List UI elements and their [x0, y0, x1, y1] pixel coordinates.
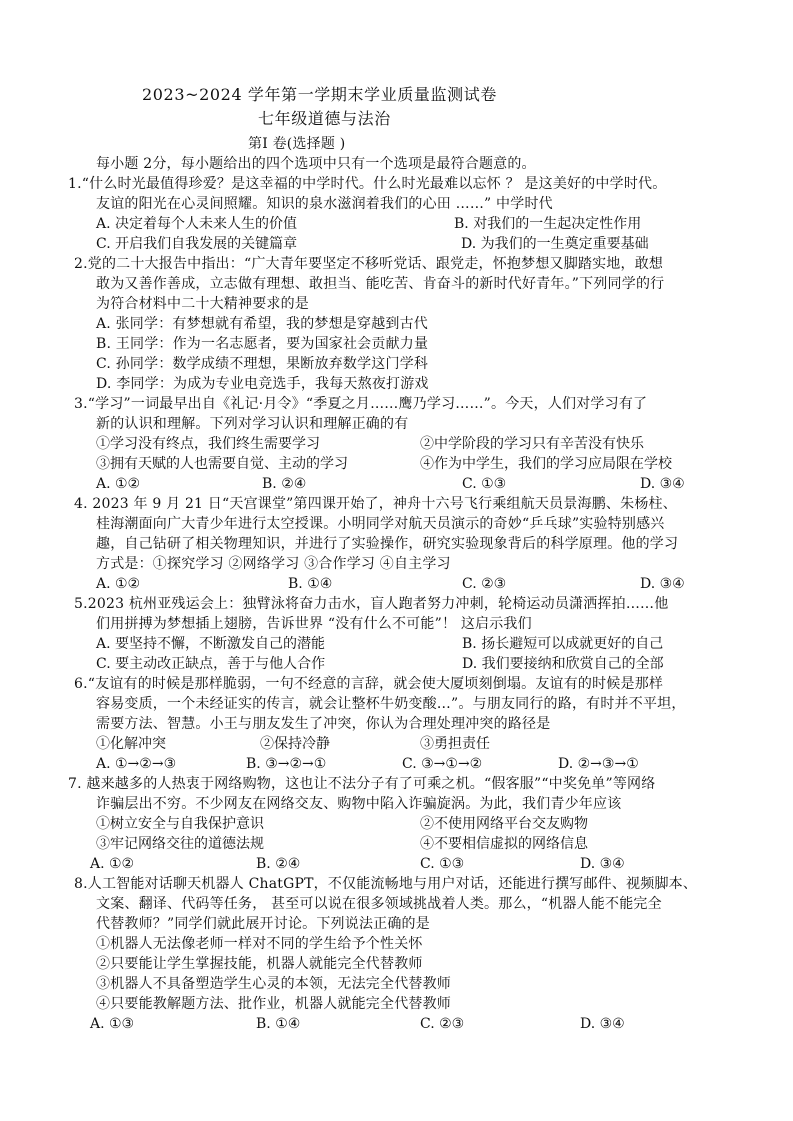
exam-title: 2023~2024 学年第一学期末学业质量监测试卷 [142, 85, 497, 104]
q8-statement-2: ②只要能让学生掌握技能，机器人就能完全代替教师 [96, 956, 423, 972]
q4-option-b: B. ①④ [288, 576, 333, 592]
q6-option-c: C. ③→①→② [402, 756, 483, 772]
q2-option-c: C. 孙同学：数学成绩不理想，果断放弃数学这门学科 [96, 356, 429, 372]
q4-option-d: D. ③④ [640, 576, 685, 592]
q8-option-d: D. ③④ [580, 1016, 625, 1032]
q8-option-c: C. ②③ [420, 1016, 465, 1032]
instruction-text: 每小题 2分，每小题给出的四个选项中只有一个选项是最符合题意的。 [96, 156, 536, 172]
q2-line-2: 敢为又善作善成，立志做有理想、敢担当、能吃苦、肯奋斗的新时代好青年。”下列同学的行 [96, 276, 665, 292]
q7-line-1: 7. 越来越多的人热衷于网络购物，这也让不法分子有了可乘之机。“假客服”“中奖免单”等网络 [68, 776, 656, 792]
q6-step-2: ②保持冷静 [260, 736, 330, 752]
q2-option-b: B. 王同学：作为一名志愿者，要为国家社会贡献力量 [96, 336, 429, 352]
q3-options-row [96, 474, 716, 494]
q4-line-4: 方式是：①探究学习 ②网络学习 ③合作学习 ④自主学习 [96, 556, 451, 572]
q7-statement-3: ③牢记网络交往的道德法规 [96, 836, 264, 852]
q1-line-2: 友谊的阳光在心灵间照耀。知识的泉水滋润着我们的心田 ……” 中学时代 [96, 196, 553, 212]
q5-line-2: 们用拼搏为梦想插上翅膀，告诉世界 “没有什么不可能”！ 这启示我们 [96, 616, 532, 632]
q7-option-d: D. ③④ [580, 856, 625, 872]
q7-options-row [90, 854, 710, 874]
q6-line-1: 6.“友谊有的时候是那样脆弱，一句不经意的言辞，就会使大厦顷刻倒塌。友谊有的时候是那样 [74, 676, 664, 692]
q3-statement-4: ④作为中学生，我们的学习应局限在学校 [420, 456, 672, 472]
q3-option-c: C. ①③ [462, 476, 507, 492]
q7-statement-2: ②不使用网络平台交友购物 [420, 816, 588, 832]
q8-option-a: A. ①③ [90, 1016, 135, 1032]
q5-options-row-2 [96, 654, 696, 674]
section-heading: 第Ⅰ 卷(选择题 ) [248, 136, 346, 152]
q8-option-b: B. ①④ [256, 1016, 301, 1032]
q7-option-a: A. ①② [90, 856, 135, 872]
q1-option-a: A. 决定着每个人未来人生的价值 [96, 216, 298, 232]
q1-options-row-1 [96, 214, 696, 234]
q8-line-3: 代替教师？”同学们就此展开讨论。下列说法正确的是 [96, 916, 430, 932]
q5-option-a: A. 要坚持不懈，不断激发自己的潜能 [96, 636, 326, 652]
q1-line-1: 1.“什么时光最值得珍爱？是这幸福的中学时代。什么时光最难以忘怀 ？ 是这美好的中学时代。 [68, 176, 667, 192]
q6-option-a: A. ①→②→③ [96, 756, 177, 772]
q8-statement-3: ③机器人不具备塑造学生心灵的本领，无法完全代替教师 [96, 976, 451, 992]
q3-statements-row-1 [96, 434, 716, 454]
q4-options-row [96, 574, 716, 594]
q3-statements-row-2 [96, 454, 716, 474]
q7-statement-4: ④不要相信虚拟的网络信息 [420, 836, 588, 852]
q5-line-1: 5.2023 杭州亚残运会上：独臂泳将奋力击水，盲人跑者努力冲刺，轮椅运动员潇洒挥拍……他 [74, 596, 669, 612]
q3-statement-2: ②中学阶段的学习只有辛苦没有快乐 [420, 436, 644, 452]
q5-options-row-1 [96, 634, 696, 654]
q4-line-3: 趣，自己钻研了相关物理知识，并进行了实验操作，研究实验现象背后的科学原理。他的学习 [96, 536, 679, 552]
q5-option-c: C. 要主动改正缺点，善于与他人合作 [96, 656, 326, 672]
q4-option-c: C. ②③ [462, 576, 507, 592]
q3-line-1: 3.“学习”一词最早出自《礼记·月令》“季夏之月……鹰乃学习……”。今天，人们对学习有了 [74, 396, 648, 412]
q3-statement-1: ①学习没有终点，我们终生需要学习 [96, 436, 320, 452]
q6-step-1: ①化解冲突 [96, 736, 166, 752]
q2-line-1: 2.党的二十大报告中指出：“广大青年要坚定不移听党话、跟党走，怀抱梦想又脚踏实地，敢想 [74, 256, 664, 272]
q1-option-c: C. 开启我们自我发展的关键篇章 [96, 236, 298, 252]
q7-statement-1: ①树立安全与自我保护意识 [96, 816, 264, 832]
q7-statements-row-2 [96, 834, 696, 854]
q6-steps-row [96, 734, 696, 754]
q5-option-b: B. 扬长避短可以成就更好的自己 [462, 636, 664, 652]
q8-options-row [90, 1014, 710, 1034]
q8-statement-1: ①机器人无法像老师一样对不同的学生给予个性关怀 [96, 936, 423, 952]
q8-line-1: 8.人工智能对话聊天机器人 ChatGPT，不仅能流畅地与用户对话，还能进行撰写邮件、视频脚本、 [74, 876, 698, 892]
q2-line-3: 为符合材料中二十大精神要求的是 [96, 296, 309, 312]
q3-statement-3: ③拥有天赋的人也需要自觉、主动的学习 [96, 456, 348, 472]
q6-options-row [96, 754, 696, 774]
q6-line-3: 需要方法、智慧。小王与朋友发生了冲突，你认为合理处理冲突的路径是 [96, 716, 551, 732]
q2-option-a: A. 张同学：有梦想就有希望，我的梦想是穿越到古代 [96, 316, 429, 332]
q3-option-b: B. ②④ [262, 476, 307, 492]
q7-statements-row-1 [96, 814, 696, 834]
q3-line-2: 新的认识和理解。下列对学习认识和理解正确的有 [96, 416, 409, 432]
q1-options-row-2 [96, 234, 696, 254]
q8-statement-4: ④只要能教解题方法、批作业，机器人就能完全代替教师 [96, 996, 451, 1012]
exam-subject: 七年级道德与法治 [258, 109, 391, 128]
q7-option-c: C. ①③ [420, 856, 465, 872]
q1-option-d: D. 为我们的一生奠定重要基础 [461, 236, 649, 252]
q7-option-b: B. ②④ [256, 856, 301, 872]
q2-option-d: D. 李同学：为成为专业电竞选手，我每天熬夜打游戏 [96, 376, 429, 392]
q6-option-d: D. ②→③→① [558, 756, 639, 772]
q6-step-3: ③勇担责任 [420, 736, 490, 752]
q6-line-2: 容易变质，一个未经证实的传言，就会让整杯牛奶变酸…”。与朋友同行的路，有时并不平坦， [96, 696, 686, 712]
q4-option-a: A. ①② [96, 576, 141, 592]
q7-line-2: 诈骗层出不穷。不少网友在网络交友、购物中陷入诈骗旋涡。为此，我们青少年应该 [96, 796, 622, 812]
q6-option-b: B. ③→②→① [246, 756, 327, 772]
q3-option-d: D. ③④ [640, 476, 685, 492]
q8-line-2: 文案、翻译、代码等任务， 甚至可以说在很多领域挑战着人类。那么，“机器人能不能完全 [96, 896, 662, 912]
q5-option-d: D. 我们要接纳和欣赏自己的全部 [462, 656, 664, 672]
q4-line-1: 4. 2023 年 9 月 21 日“天宫课堂”第四课开始了，神舟十六号飞行乘组航天员景海鹏、朱杨柱、 [74, 496, 677, 512]
q3-option-a: A. ①② [96, 476, 141, 492]
q1-option-b: B. 对我们的一生起决定性作用 [454, 216, 642, 232]
q4-line-2: 桂海潮面向广大青少年进行太空授课。小明同学对航天员演示的奇妙“乒乓球”实验特别感兴 [96, 516, 665, 532]
